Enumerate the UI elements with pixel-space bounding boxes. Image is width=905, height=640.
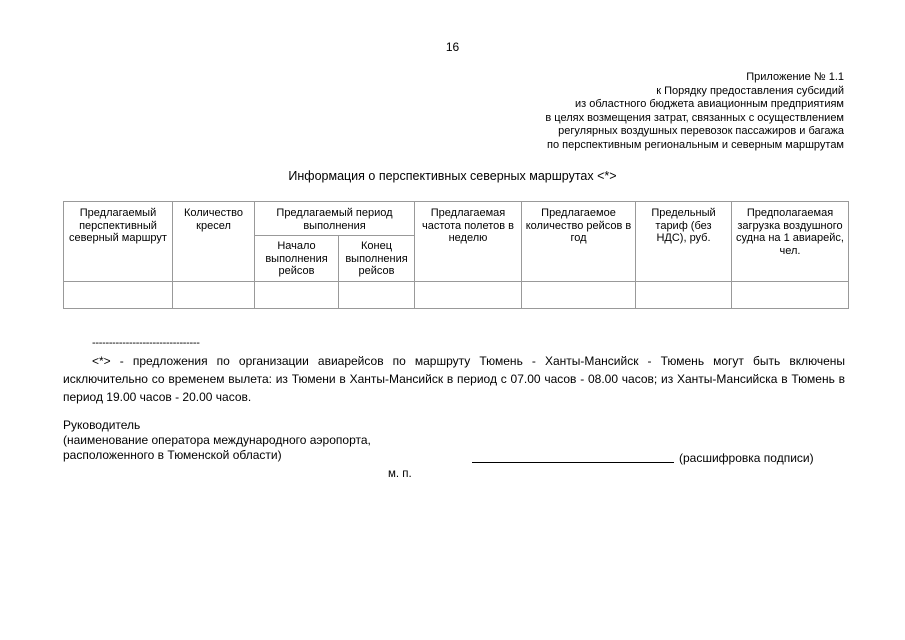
table-row — [64, 281, 849, 308]
appendix-line: Приложение № 1.1 — [746, 71, 844, 83]
signature-line — [472, 462, 674, 463]
table-cell — [415, 281, 522, 308]
header-route: Предлагаемый перспективный северный маршрут — [64, 202, 173, 282]
appendix-line: в целях возмещения затрат, связанных с осуществлением — [545, 111, 844, 124]
footnote-text: <*> - предложения по организации авиарейсов по маршруту Тюмень - Ханты-Мансийск - Тюмень могут быть включены исключительно со временем вылета: из Тюмени в Ханты-Мансийск в период с 07.00 часов - 08.00 часов; из Ханты-Мансийска в Тюмень в период 19.00 часов - 20.00 часов. — [63, 354, 845, 404]
appendix-line: к Порядку предоставления субсидий — [656, 84, 844, 97]
page-number: 16 — [445, 40, 460, 54]
document-title: Информация о перспективных северных маршрутах <*> — [288, 169, 617, 183]
header-seats: Количество кресел — [173, 202, 255, 282]
table-cell — [255, 281, 339, 308]
routes-table — [63, 201, 849, 309]
table-cell — [64, 281, 173, 308]
footnote-rule: -------------------------------- — [92, 337, 200, 349]
header-load: Предполагаемая загрузка воздушного судна на 1 авиарейс, чел. — [732, 202, 849, 282]
table-cell — [732, 281, 849, 308]
signatory-line: Руководитель — [63, 418, 141, 432]
signature-caption: (расшифровка подписи) — [679, 451, 814, 465]
appendix-reference — [545, 71, 844, 153]
header-period: Предлагаемый период выполнения — [255, 202, 415, 236]
header-yearly-flights: Предлагаемое количество рейсов в год — [522, 202, 636, 282]
header-period-end: Конец выполнения рейсов — [339, 236, 415, 282]
header-weekly-frequency: Предлагаемая частота полетов в неделю — [415, 202, 522, 282]
appendix-line: из областного бюджета авиационным предприятиям — [574, 98, 844, 111]
stamp-place: м. п. — [388, 468, 412, 480]
appendix-line: по перспективным региональным и северным маршрутам — [547, 138, 844, 151]
table-cell — [339, 281, 415, 308]
signatory-block — [63, 418, 371, 463]
table-cell — [636, 281, 732, 308]
header-period-start: Начало выполнения рейсов — [255, 236, 339, 282]
table-cell — [522, 281, 636, 308]
table-cell — [173, 281, 255, 308]
appendix-line: регулярных воздушных перевозок пассажиров и багажа — [558, 125, 844, 138]
header-tariff: Предельный тариф (без НДС), руб. — [636, 202, 732, 282]
signatory-line: расположенного в Тюменской области) — [63, 448, 282, 462]
signatory-line: (наименование оператора международного аэропорта, — [63, 433, 371, 447]
